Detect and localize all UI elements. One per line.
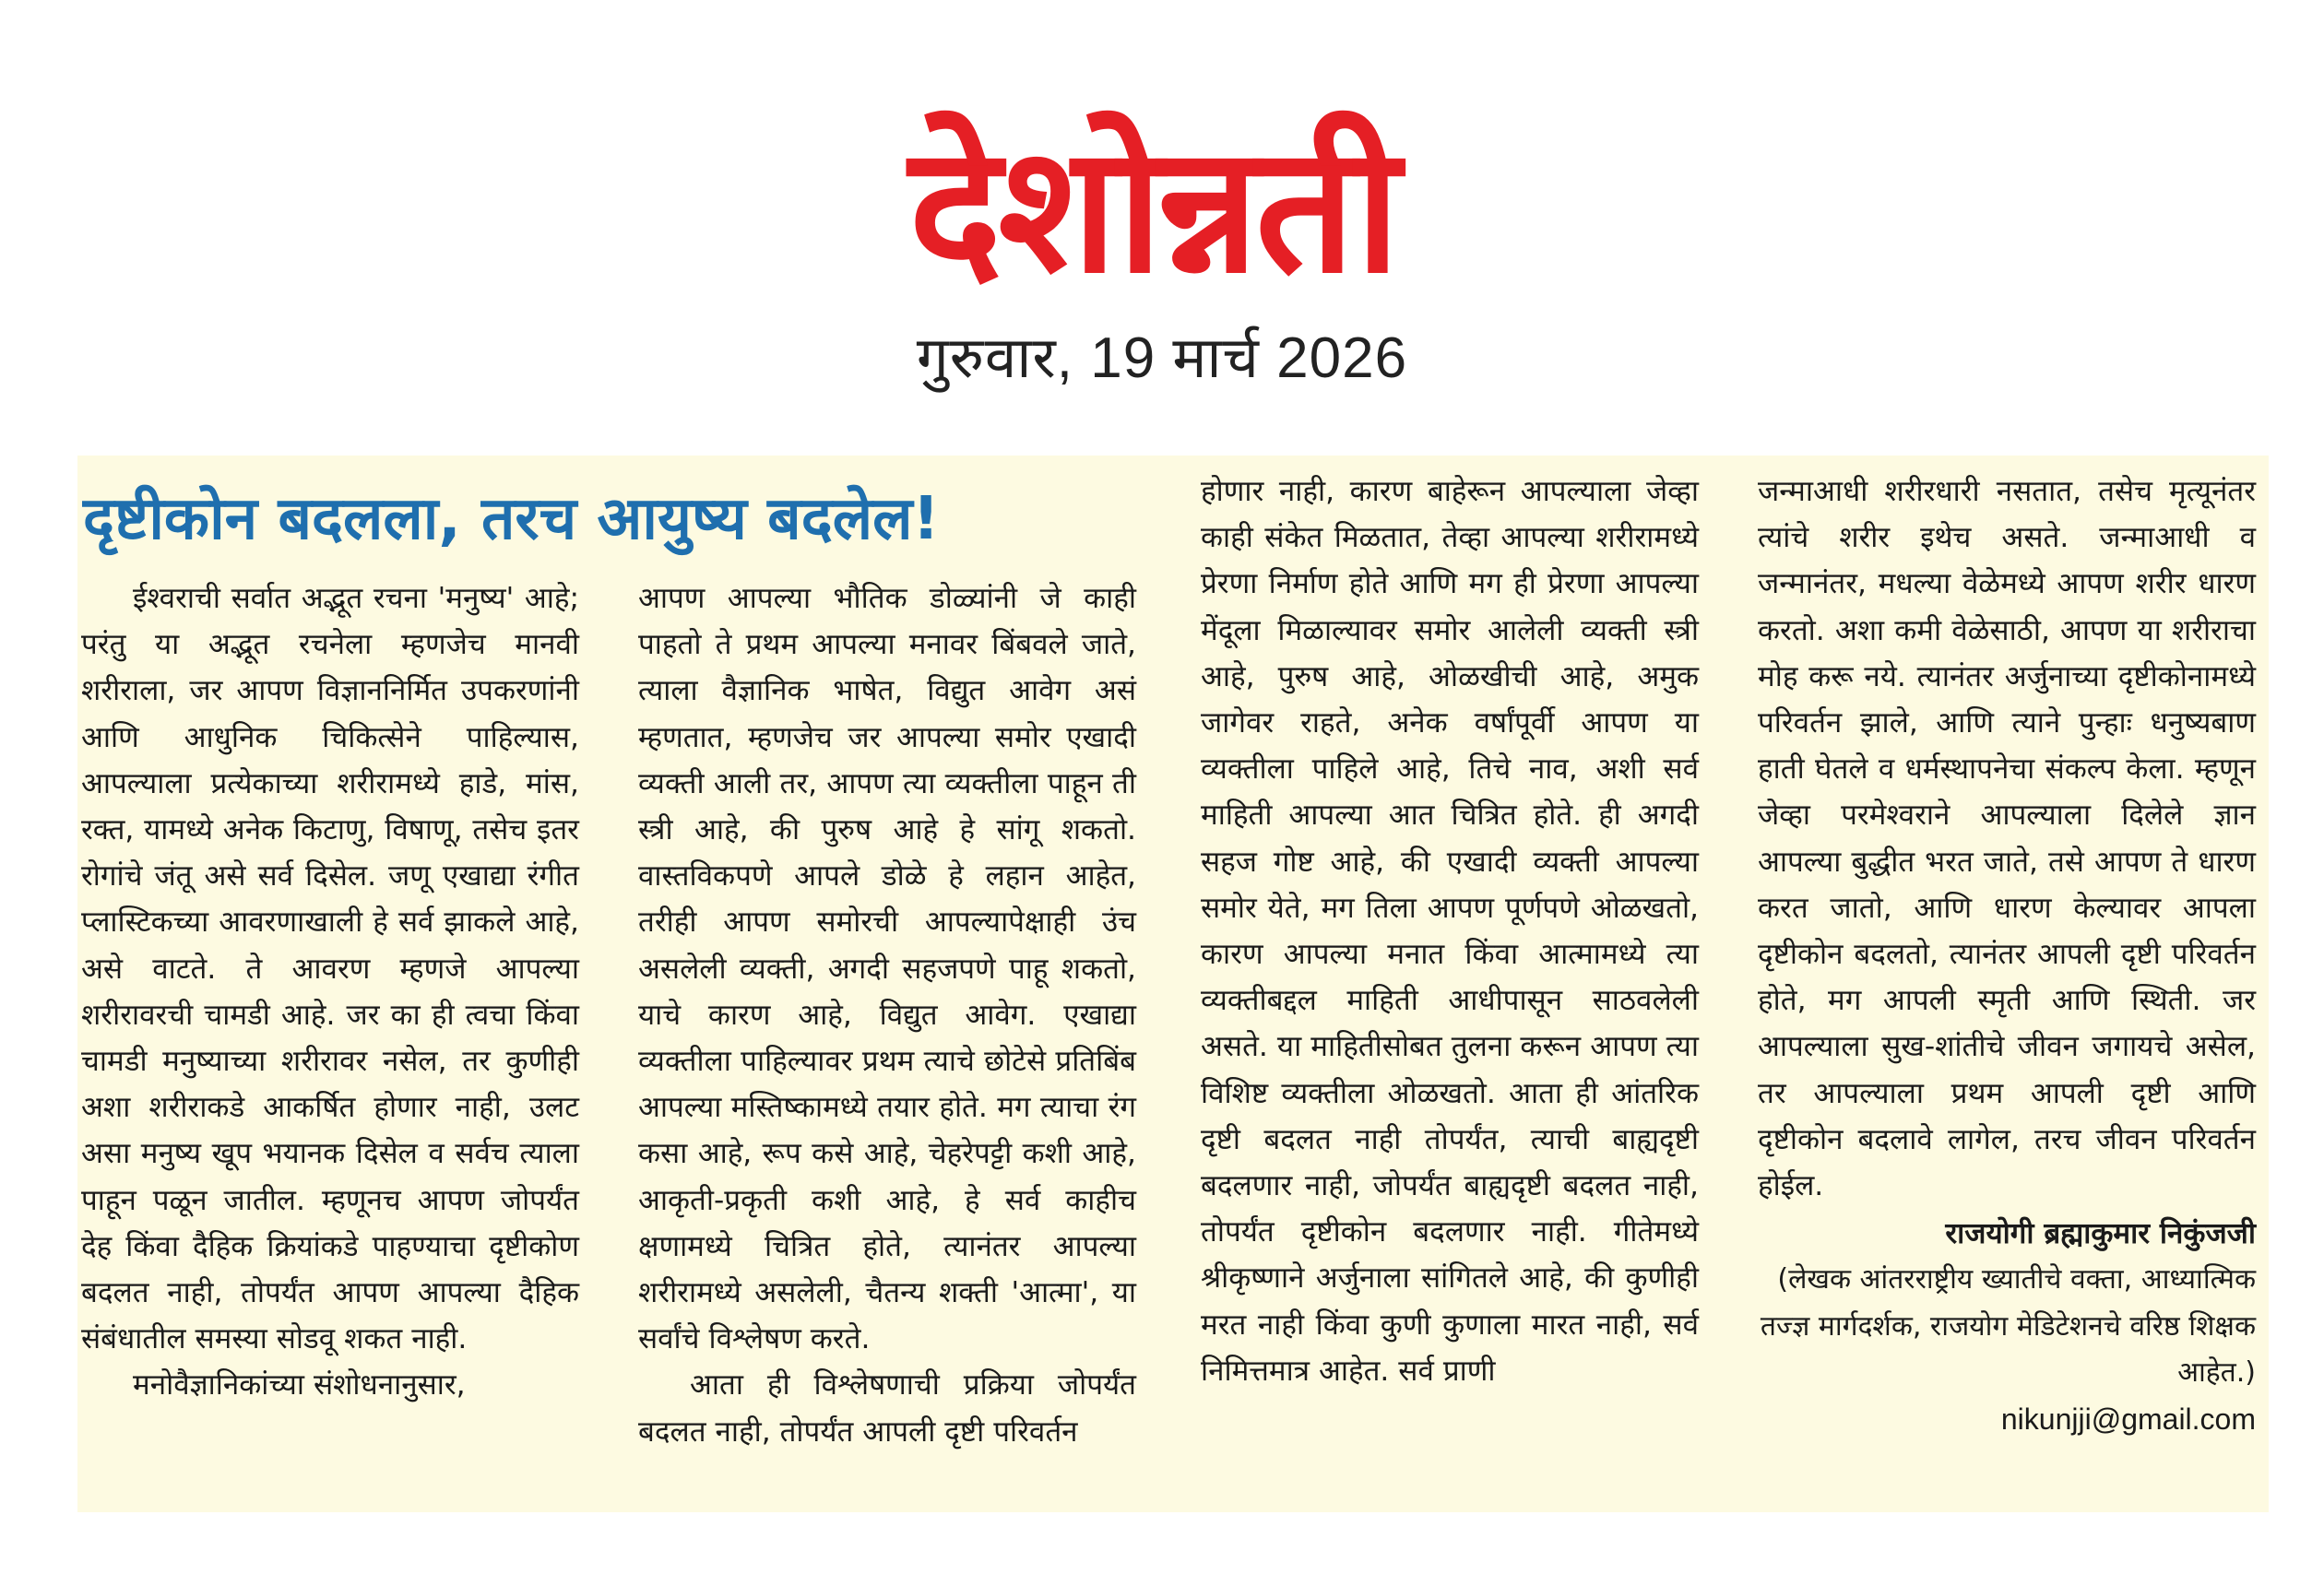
newspaper-masthead: [710, 109, 1595, 312]
article-column-1: [81, 575, 579, 1409]
paragraph: ईश्वराची सर्वात अद्भूत रचना 'मनुष्य' आहे; परंतु या अद्भूत रचनेला म्हणजेच मानवी शरीराला, जर आपण विज्ञाननिर्मित उपकरणांनी आणि आधुनिक चिकित्सेने पाहिल्यास, आपल्याला प्रत्येकाच्या शरीरामध्ये हाडे, मांस, रक्त, यामध्ये अनेक किटाणु, विषाणू, तसेच इतर रोगांचे जंतू असे सर्व दिसेल. जणू एखाद्या रंगीत प्लास्टिकच्या आवरणाखाली हे सर्व झाकले आहे, असे वाटते. ते आवरण म्हणजे आपल्या शरीरावरची चामडी आहे. जर का ही त्वचा किंवा चामडी मनुष्याच्या शरीरावर नसेल, तर कुणीही अशा शरीराकडे आकर्षित होणार नाही, उलट असा मनुष्य खूप भयानक दिसेल व सर्वच त्याला पाहून पळून जातील. म्हणूनच आपण जोपर्यंत देह किंवा दैहिक क्रियांकडे पाहण्याचा दृष्टीकोण बदलत नाही, तोपर्यंत आपण आपल्या दैहिक संबंधातील समस्या सोडवू शकत नाही.: [81, 582, 579, 1356]
article: [77, 456, 2269, 1512]
paragraph: आपण आपल्या भौतिक डोळ्यांनी जे काही पाहतो ते प्रथम आपल्या मनावर बिंबवले जाते, त्याला वैज्ञानिक भाषेत, विद्युत आवेग असं म्हणतात, म्हणजेच जर आपल्या समोर एखादी व्यक्ती आली तर, आपण त्या व्यक्तीला पाहून ती स्त्री आहे, की पुरुष आहे हे सांगू शकतो. वास्तविकपणे आपले डोळे हे लहान आहेत, तरीही आपण समोरची आपल्यापेक्षाही उंच असलेली व्यक्ती, अगदी सहजपणे पाहू शकतो, याचे कारण आहे, विद्युत आवेग. एखाद्या व्यक्तीला पाहिल्यावर प्रथम त्याचे छोटेसे प्रतिबिंब आपल्या मस्तिष्कामध्ये तयार होते. मग त्याचा रंग कसा आहे, रूप कसे आहे, चेहरेपट्टी कशी आहे, आकृती-प्रकृती कशी आहे, हे सर्व काहीच क्षणामध्ये चित्रित होते, त्यानंतर आपल्या शरीरामध्ये असलेली, चैतन्य शक्ती 'आत्मा', या सर्वांचे विश्लेषण करते.: [638, 582, 1136, 1356]
author-note: (लेखक आंतरराष्ट्रीय ख्यातीचे वक्ता, आध्यात्मिक तज्ज्ञ मार्गदर्शक, राजयोग मेडिटेशनचे वरिष्ठ शिक्षक आहेत.): [1760, 1263, 2256, 1389]
paragraph: जन्माआधी शरीरधारी नसतात, तसेच मृत्यूनंतर त्यांचे शरीर इथेच असते. जन्माआधी व जन्मानंतर, मधल्या वेळेमध्ये आपण शरीर धारण करतो. अशा कमी वेळेसाठी, आपण या शरीराचा मोह करू नये. त्यानंतर अर्जुनाच्या दृष्टीकोनामध्ये परिवर्तन झाले, आणि त्याने पुन्हाः धनुष्यबाण हाती घेतले व धर्मस्थापनेचा संकल्प केला. म्हणून जेव्हा परमेश्वराने आपल्याला दिलेले ज्ञान आपल्या बुद्धीत भरत जाते, तसे आपण ते धारण करत जातो, आणि धारण केल्यावर आपला दृष्टीकोन बदलतो, त्यानंतर आपली दृष्टी परिवर्तन होते, मग आपली स्मृती आणि स्थिती. जर आपल्याला सुख-शांतीचे जीवन जगायचे असेल, तर आपल्याला प्रथम आपली दृष्टी आणि दृष्टीकोन बदलावे लागेल, तरच जीवन परिवर्तन होईल.: [1758, 475, 2256, 1203]
paragraph: आता ही विश्लेषणाची प्रक्रिया जोपर्यंत बदलत नाही, तोपर्यंत आपली दृष्टी परिवर्तन: [638, 1368, 1136, 1449]
author-email: nikunjji@gmail.com: [2000, 1402, 2256, 1437]
paragraph: होणार नाही, कारण बाहेरून आपल्याला जेव्हा काही संकेत मिळतात, तेव्हा आपल्या शरीरामध्ये प्रेरणा निर्माण होते आणि मग ही प्रेरणा आपल्या मेंदूला मिळाल्यावर समोर आलेली व्यक्ती स्त्री आहे, पुरुष आहे, ओळखीची आहे, अमुक जागेवर राहते, अनेक वर्षांपूर्वी आपण या व्यक्तीला पाहिले आहे, तिचे नाव, अशी सर्व माहिती आपल्या आत चित्रित होते. ही अगदी सहज गोष्ट आहे, की एखादी व्यक्ती आपल्या समोर येते, मग तिला आपण पूर्णपणे ओळखतो, कारण आपल्या मनात किंवा आत्मामध्ये त्या व्यक्तीबद्दल माहिती आधीपासून साठवलेली असते. या माहितीसोबत तुलना करून आपण त्या विशिष्ट व्यक्तीला ओळखतो. आता ही आंतरिक दृष्टी बदलत नाही तोपर्यंत, त्याची बाह्यदृष्टी बदलणार नाही, जोपर्यंत बाह्यदृष्टी बदलत नाही, तोपर्यंत दृष्टीकोन बदलणार नाही. गीतेमध्ये श्रीकृष्णाने अर्जुनाला सांगितले आहे, की कुणीही मरत नाही किंवा कुणी कुणाला मारत नाही, सर्व निमित्तमात्र आहेत. सर्व प्राणी: [1201, 475, 1699, 1388]
article-column-2: [638, 575, 1136, 1455]
dateline: गुरुवार, 19 मार्च 2026: [916, 326, 1408, 390]
article-column-4: [1758, 468, 2256, 1442]
paragraph: मनोवैज्ञानिकांच्या संशोधनानुसार,: [133, 1368, 466, 1402]
article-headline: दृष्टीकोन बदलला, तरच आयुष्य बदलेल!: [83, 485, 940, 553]
author-byline: राजयोगी ब्रह्माकुमार निकुंजजी: [1945, 1217, 2256, 1251]
article-column-3: [1201, 468, 1699, 1394]
masthead-title: देशोन्नती: [908, 108, 1397, 312]
